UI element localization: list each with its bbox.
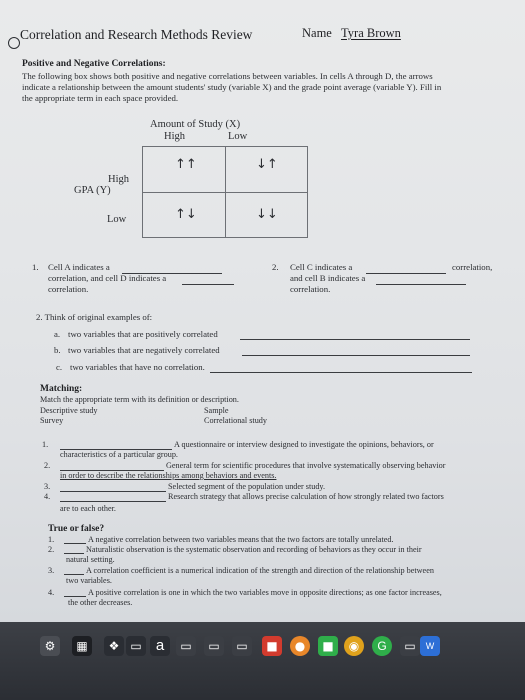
q1-text: correlation. <box>290 284 331 294</box>
cell-c-arrows: ↑↓ <box>175 207 197 222</box>
cell-a-arrows: ↑↑ <box>175 157 197 172</box>
q2-item: two variables that are positively correlated <box>68 329 218 339</box>
chrome-icon[interactable]: ◉ <box>344 636 364 656</box>
window-icon[interactable]: ▭ <box>204 636 224 656</box>
folder-icon[interactable]: ▭ <box>126 636 146 656</box>
intro-text: indicate a relationship between the amount students' study (variable X) and the grade point average (variable Y). Fill in <box>22 82 442 92</box>
term: Correlational study <box>204 416 267 425</box>
q2-letter: a. <box>54 329 61 339</box>
window-icon[interactable]: ▭ <box>176 636 196 656</box>
term: Survey <box>40 416 64 425</box>
item-number: 2. <box>48 545 55 554</box>
app-icon[interactable]: ● <box>290 636 310 656</box>
col-high-label: High <box>164 131 185 142</box>
grammarly-icon[interactable]: G <box>372 636 392 656</box>
blank-line[interactable] <box>240 339 470 340</box>
item-number: 3. <box>44 482 51 491</box>
truefalse-item: A negative correlation between two variables means that the two factors are totally unrelated. <box>88 535 394 544</box>
item-number: 3. <box>48 566 55 575</box>
q1-text: correlation, and cell D indicates a <box>48 273 167 283</box>
truefalse-item: A correlation coefficient is a numerical indication of the strength and direction of the relationship between <box>86 566 434 575</box>
section-heading: Positive and Negative Correlations: <box>22 59 166 69</box>
row-axis-label: GPA (Y) <box>74 185 111 196</box>
matching-item: A questionnaire or interview designed to investigate the opinions, behaviors, or <box>174 440 434 449</box>
gear-icon[interactable]: ⚙ <box>40 636 60 656</box>
hole-punch-mark <box>8 37 20 49</box>
row-low-label: Low <box>107 214 127 225</box>
term: Descriptive study <box>40 406 98 415</box>
intro-text: The following box shows both positive and negative correlations between variables. In cells A through D, the arrows <box>22 71 433 81</box>
blank-line[interactable] <box>60 501 166 502</box>
question-number: 1. <box>32 262 39 272</box>
item-number: 1. <box>42 440 49 449</box>
name-label: Name <box>302 26 332 40</box>
blank-line[interactable] <box>64 553 84 554</box>
amazon-icon[interactable]: a <box>150 636 170 656</box>
intro-text: the appropriate term in each space provided. <box>22 93 179 103</box>
matching-item: Selected segment of the population under study. <box>168 482 326 491</box>
q2-item: two variables that have no correlation. <box>70 362 205 372</box>
q2-letter: b. <box>54 345 61 355</box>
truefalse-item: natural setting. <box>66 555 115 564</box>
q2-item: two variables that are negatively correlated <box>68 345 220 355</box>
q2-heading: 2. Think of original examples of: <box>36 312 153 322</box>
app-icon[interactable]: ■ <box>262 636 282 656</box>
matching-item: Research strategy that allows precise calculation of how strongly related two factors <box>168 492 444 501</box>
matching-item: characteristics of a particular group. <box>60 450 178 459</box>
row-high-label: High <box>108 174 129 185</box>
q1-text: Cell C indicates a <box>290 262 353 272</box>
item-number: 4. <box>48 588 55 597</box>
window-icon[interactable]: ▭ <box>232 636 252 656</box>
q2-letter: c. <box>56 362 63 372</box>
item-number: 2. <box>44 461 51 470</box>
taskbar <box>0 622 525 700</box>
q1-text: and cell B indicates a <box>290 273 366 283</box>
dropbox-icon[interactable]: ❖ <box>104 636 124 656</box>
matching-item: are to each other. <box>60 504 116 513</box>
blank-line[interactable] <box>366 273 446 274</box>
worksheet-title: Correlation and Research Methods Review <box>20 27 253 42</box>
col-low-label: Low <box>228 131 248 142</box>
blank-line[interactable] <box>210 372 472 373</box>
word-icon[interactable]: W <box>420 636 440 656</box>
q1-text: Cell A indicates a <box>48 262 110 272</box>
student-name <box>302 26 401 41</box>
matching-heading: Matching: <box>40 384 83 394</box>
matching-item: in order to describe the relationships among behaviors and events. <box>60 471 277 480</box>
window-icon[interactable]: ▭ <box>400 636 420 656</box>
truefalse-item: two variables. <box>66 576 112 585</box>
question-number: 2. <box>272 262 279 272</box>
cell-d-arrows: ↓↓ <box>256 207 278 222</box>
truefalse-heading: True or false? <box>48 524 105 534</box>
blank-line[interactable] <box>182 284 234 285</box>
blank-line[interactable] <box>60 491 166 492</box>
blank-line[interactable] <box>64 543 86 544</box>
blank-line[interactable] <box>64 596 86 597</box>
truefalse-item: Naturalistic observation is the systematic observation and recording of behaviors as they occur in their <box>86 545 422 554</box>
name-value: Tyra Brown <box>341 26 401 40</box>
grid-title: Amount of Study (X) <box>150 119 241 130</box>
item-number: 1. <box>48 535 55 544</box>
blank-line[interactable] <box>242 355 470 356</box>
q1-text: correlation, <box>452 262 493 272</box>
cell-b-arrows: ↓↑ <box>256 157 278 172</box>
item-number: 4. <box>44 492 51 501</box>
blank-line[interactable] <box>64 574 84 575</box>
correlation-grid <box>142 146 308 238</box>
term: Sample <box>204 406 229 415</box>
matching-item: General term for scientific procedures that involve systematically observing behavior <box>166 461 446 470</box>
truefalse-item: the other decreases. <box>68 598 133 607</box>
blank-line[interactable] <box>376 284 466 285</box>
app-icon[interactable]: ■ <box>318 636 338 656</box>
matching-instruction: Match the appropriate term with its definition or description. <box>40 395 239 404</box>
q1-text: correlation. <box>48 284 89 294</box>
truefalse-item: A positive correlation is one in which the two variables move in opposite directions; as one factor increases, <box>88 588 442 597</box>
grid-icon[interactable]: ▦ <box>72 636 92 656</box>
